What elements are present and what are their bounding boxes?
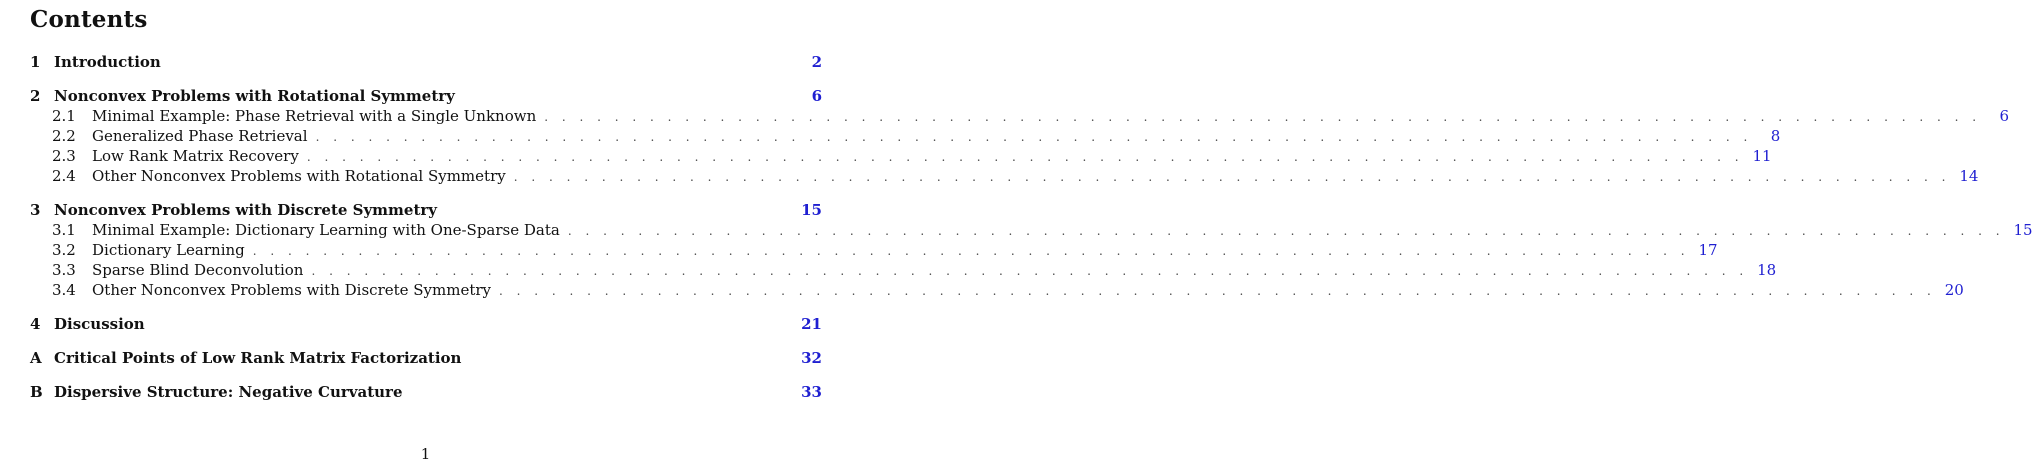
toc-entry-subsection[interactable] [30,260,1777,280]
toc-entry-subsection[interactable] [30,240,1718,260]
toc-section [30,314,822,334]
dot-leader: . . . . . . . . . . . . . . . . . . . . . . . . . . . . . . . . . . . . . . . . . . . . . . . . . . . . . . . . . . . . . . . . . . . . . . . . . . . . . . . . . . [567,224,2005,238]
dot-leader: . . . . . . . . . . . . . . . . . . . . . . . . . . . . . . . . . . . . . . . . . . . . . . . . . . . . . . . . . . . . . . . . . . . . . . . . . . . . . . . . . . [499,284,1936,298]
subsection-page-link[interactable]: 15 [2013,221,2033,239]
section-title: Introduction [54,53,161,71]
toc-section [30,382,822,402]
subsection-page-link[interactable]: 14 [1959,167,1979,185]
toc-entry-section[interactable] [30,52,822,72]
subsection-number: 2.2 [52,127,76,145]
toc-entry-section[interactable] [30,348,822,368]
section-number: 3 [30,201,41,219]
page-number-footer: 1 [420,445,431,463]
subsection-number: 3.4 [52,281,76,299]
subsection-number: 2.4 [52,167,76,185]
section-number: 2 [30,87,41,105]
subsection-page-link[interactable]: 17 [1698,241,1718,259]
dot-leader: . . . . . . . . . . . . . . . . . . . . . . . . . . . . . . . . . . . . . . . . . . . . . . . . . . . . . . . . . . . . . . . . . . . . . . . . . . . . . . . . . . [544,110,1982,124]
toc-entry-subsection[interactable] [30,106,2010,126]
section-page-link[interactable]: 6 [811,87,822,105]
subsection-page-link[interactable]: 11 [1752,147,1772,165]
subsection-title: Minimal Example: Dictionary Learning with One-Sparse Data [92,221,560,239]
toc-entry-subsection[interactable] [30,146,1772,166]
toc-section [30,52,822,72]
subsection-title: Other Nonconvex Problems with Rotational Symmetry [92,167,506,185]
toc-entry-section[interactable] [30,86,822,106]
subsection-page-link[interactable]: 6 [1999,107,2010,125]
toc-section [30,86,2010,186]
section-number: A [30,349,42,367]
toc-entry-section[interactable] [30,200,822,220]
toc-section [30,200,2033,300]
section-page-link[interactable]: 21 [801,315,822,333]
section-number: B [30,383,43,401]
section-title: Discussion [54,315,145,333]
toc-entry-subsection[interactable] [30,166,1979,186]
section-number: 1 [30,53,41,71]
section-title: Nonconvex Problems with Rotational Symmetry [54,87,455,105]
subsection-title: Generalized Phase Retrieval [92,127,308,145]
page-title: Contents [30,6,148,33]
subsection-page-link[interactable]: 18 [1757,261,1777,279]
dot-leader: . . . . . . . . . . . . . . . . . . . . . . . . . . . . . . . . . . . . . . . . . . . . . . . . . . . . . . . . . . . . . . . . . . . . . . . . . . . . . . . . . . [315,130,1753,144]
subsection-page-link[interactable]: 8 [1770,127,1781,145]
subsection-number: 3.3 [52,261,76,279]
section-page-link[interactable]: 33 [801,383,822,401]
table-of-contents [30,52,2033,416]
toc-entry-subsection[interactable] [30,126,1781,146]
section-page-link[interactable]: 2 [811,53,822,71]
subsection-title: Other Nonconvex Problems with Discrete Symmetry [92,281,492,299]
subsection-title: Sparse Blind Deconvolution [92,261,304,279]
section-title: Critical Points of Low Rank Matrix Factorization [54,349,462,367]
toc-section [30,348,822,368]
section-number: 4 [30,315,41,333]
subsection-title: Dictionary Learning [92,241,245,259]
subsection-page-link[interactable]: 20 [1944,281,1964,299]
subsection-number: 2.1 [52,107,76,125]
dot-leader: . . . . . . . . . . . . . . . . . . . . . . . . . . . . . . . . . . . . . . . . . . . . . . . . . . . . . . . . . . . . . . . . . . . . . . . . . . . . . . . . . . [252,244,1690,258]
toc-entry-section[interactable] [30,314,822,334]
subsection-number: 3.2 [52,241,76,259]
section-title: Dispersive Structure: Negative Curvature [54,383,403,401]
section-page-link[interactable]: 32 [801,349,822,367]
toc-entry-subsection[interactable] [30,280,1964,300]
section-page-link[interactable]: 15 [801,201,822,219]
subsection-number: 3.1 [52,221,76,239]
subsection-number: 2.3 [52,147,76,165]
dot-leader: . . . . . . . . . . . . . . . . . . . . . . . . . . . . . . . . . . . . . . . . . . . . . . . . . . . . . . . . . . . . . . . . . . . . . . . . . . . . . . . . . . [513,170,1951,184]
toc-entry-subsection[interactable] [30,220,2033,240]
section-title: Nonconvex Problems with Discrete Symmetry [54,201,438,219]
dot-leader: . . . . . . . . . . . . . . . . . . . . . . . . . . . . . . . . . . . . . . . . . . . . . . . . . . . . . . . . . . . . . . . . . . . . . . . . . . . . . . . . . . [311,264,1749,278]
dot-leader: . . . . . . . . . . . . . . . . . . . . . . . . . . . . . . . . . . . . . . . . . . . . . . . . . . . . . . . . . . . . . . . . . . . . . . . . . . . . . . . . . . [306,150,1744,164]
subsection-title: Minimal Example: Phase Retrieval with a Single Unknown [92,107,537,125]
toc-entry-section[interactable] [30,382,822,402]
subsection-title: Low Rank Matrix Recovery [92,147,299,165]
